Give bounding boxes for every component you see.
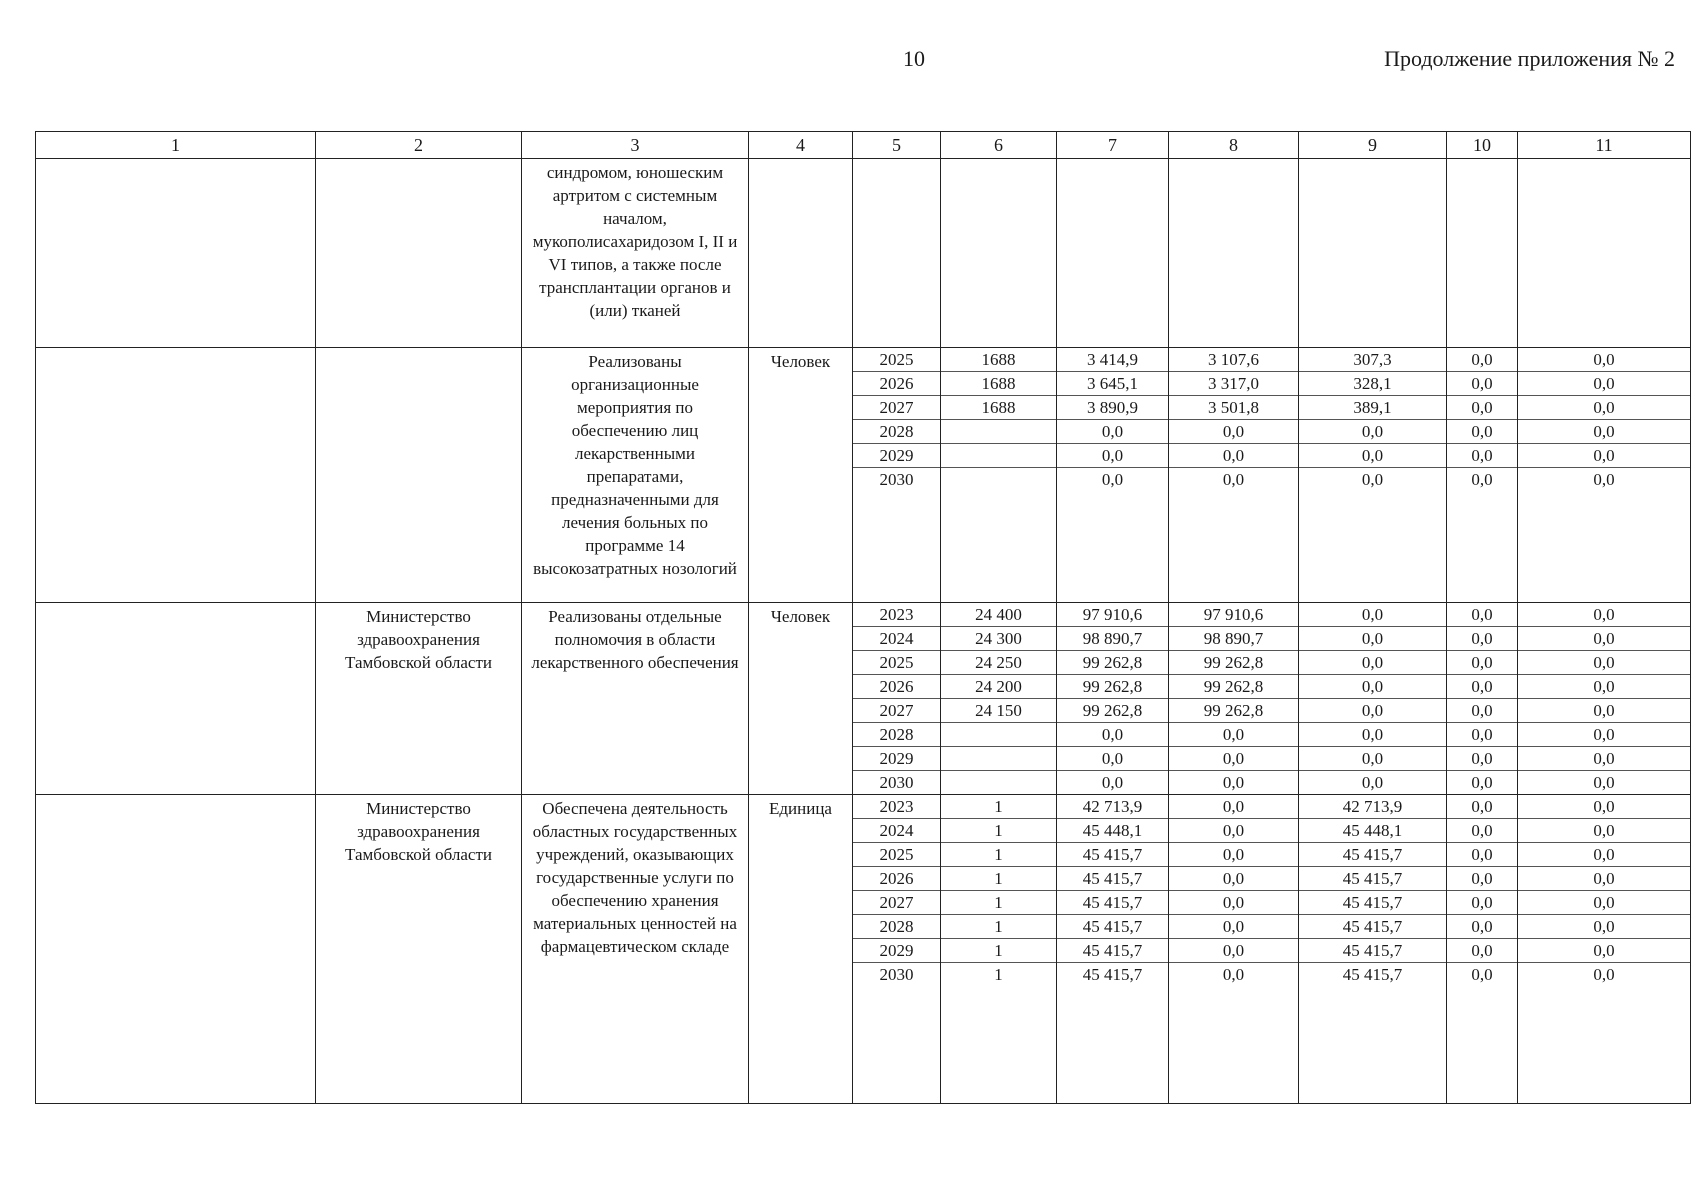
cell-value: 0,0 [1447, 627, 1517, 651]
cell-col8 [1169, 795, 1299, 1104]
cell-col9 [1299, 795, 1447, 1104]
column-header: 6 [941, 132, 1057, 159]
cell-value: 45 448,1 [1299, 819, 1446, 843]
column-header: 11 [1518, 132, 1691, 159]
cell-value: 0,0 [1447, 795, 1517, 819]
cell-value: 99 262,8 [1057, 699, 1168, 723]
cell-value: 3 645,1 [1057, 372, 1168, 396]
data-table [35, 131, 1691, 1104]
cell-value [941, 420, 1056, 444]
cell-value: 0,0 [1518, 603, 1690, 627]
cell-col8 [1169, 159, 1299, 348]
cell-col6 [941, 603, 1057, 795]
cell-value: 3 414,9 [1057, 348, 1168, 372]
cell-value: 1 [941, 819, 1056, 843]
cell-value: 0,0 [1299, 603, 1446, 627]
cell-value: 1 [941, 915, 1056, 939]
cell-value: 24 150 [941, 699, 1056, 723]
cell-value [941, 468, 1056, 491]
cell-value: 45 415,7 [1057, 891, 1168, 915]
cell-value: 0,0 [1299, 699, 1446, 723]
cell-col1 [36, 603, 316, 795]
cell-value: 0,0 [1101, 773, 1124, 792]
cell-value: 0,0 [1299, 723, 1446, 747]
cell-value: 98 890,7 [1169, 627, 1298, 651]
cell-col7 [1057, 795, 1169, 1104]
cell-col7 [1057, 348, 1169, 603]
cell-value: 0,0 [1447, 651, 1517, 675]
cell-value: 0,0 [1518, 420, 1690, 444]
year-value: 2026 [853, 372, 940, 396]
cell-value: 0,0 [1518, 699, 1690, 723]
cell-value: 0,0 [1447, 444, 1517, 468]
cell-value: 45 415,7 [1057, 939, 1168, 963]
cell-value: 0,0 [1361, 470, 1384, 489]
column-header: 4 [749, 132, 853, 159]
year-value: 2026 [853, 867, 940, 891]
cell-value: 0,0 [1518, 915, 1690, 939]
cell-col2 [316, 348, 522, 603]
cell-value: 0,0 [1518, 891, 1690, 915]
cell-value: 0,0 [1471, 965, 1493, 984]
cell-value [941, 444, 1056, 468]
cell-col10 [1447, 603, 1518, 795]
cell-value: 0,0 [1518, 372, 1690, 396]
continuation-label: Продолжение приложения № 2 [1384, 46, 1675, 71]
cell-value: 0,0 [1518, 867, 1690, 891]
cell-years [853, 348, 941, 603]
cell-value: 45 448,1 [1057, 819, 1168, 843]
year-value: 2023 [853, 603, 940, 627]
cell-value: 0,0 [1518, 651, 1690, 675]
cell-col2: Министерство здравоохранения Тамбовской области [316, 603, 522, 795]
column-header: 9 [1299, 132, 1447, 159]
year-value: 2030 [879, 470, 914, 489]
cell-value: 0,0 [1518, 627, 1690, 651]
cell-value: 0,0 [1169, 843, 1298, 867]
column-header: 2 [316, 132, 522, 159]
cell-value: 24 300 [941, 627, 1056, 651]
cell-col6 [941, 159, 1057, 348]
cell-value: 0,0 [1518, 819, 1690, 843]
cell-value: 0,0 [1518, 747, 1690, 771]
cell-value: 0,0 [1101, 470, 1124, 489]
cell-value [941, 771, 1056, 794]
cell-col9 [1299, 348, 1447, 603]
year-value: 2025 [853, 843, 940, 867]
table-row [36, 795, 1691, 1104]
cell-value: 1 [941, 939, 1056, 963]
cell-value: 45 415,7 [1299, 891, 1446, 915]
cell-value: 0,0 [1593, 965, 1615, 984]
cell-value: 0,0 [1169, 723, 1298, 747]
table-header-row [36, 132, 1691, 159]
cell-value: 0,0 [1057, 420, 1168, 444]
cell-value: 0,0 [1518, 939, 1690, 963]
cell-value: 0,0 [1518, 444, 1690, 468]
cell-years [853, 795, 941, 1104]
cell-col2: Министерство здравоохранения Тамбовской области [316, 795, 522, 1104]
cell-col1 [36, 348, 316, 603]
cell-col2 [316, 159, 522, 348]
cell-value: 0,0 [1299, 420, 1446, 444]
cell-value: 1 [941, 891, 1056, 915]
cell-value: 0,0 [1169, 444, 1298, 468]
cell-value: 0,0 [1361, 773, 1384, 792]
cell-value: 45 415,7 [1057, 867, 1168, 891]
year-value: 2027 [853, 699, 940, 723]
cell-value: 0,0 [1447, 939, 1517, 963]
cell-value: 0,0 [1169, 795, 1298, 819]
cell-value: 97 910,6 [1169, 603, 1298, 627]
column-header: 5 [853, 132, 941, 159]
cell-value: 0,0 [1593, 470, 1615, 489]
cell-value: 307,3 [1299, 348, 1446, 372]
year-value: 2029 [853, 939, 940, 963]
cell-value [941, 723, 1056, 747]
cell-col4: Человек [749, 603, 853, 795]
cell-col7 [1057, 603, 1169, 795]
year-value: 2027 [853, 891, 940, 915]
cell-value: 0,0 [1447, 675, 1517, 699]
year-value: 2028 [853, 420, 940, 444]
cell-value: 0,0 [1447, 699, 1517, 723]
cell-value: 0,0 [1169, 891, 1298, 915]
year-value: 2027 [853, 396, 940, 420]
year-value: 2030 [879, 965, 914, 984]
cell-col4 [749, 159, 853, 348]
cell-value: 0,0 [1447, 891, 1517, 915]
year-value: 2028 [853, 723, 940, 747]
year-value: 2024 [853, 819, 940, 843]
cell-col6 [941, 348, 1057, 603]
cell-value: 0,0 [1169, 420, 1298, 444]
column-header: 7 [1057, 132, 1169, 159]
cell-value: 98 890,7 [1057, 627, 1168, 651]
cell-col10 [1447, 348, 1518, 603]
cell-value: 0,0 [1169, 915, 1298, 939]
cell-value: 3 107,6 [1169, 348, 1298, 372]
page-number: 10 [903, 46, 925, 71]
year-value: 2023 [853, 795, 940, 819]
cell-value: 0,0 [1518, 723, 1690, 747]
cell-value: 99 262,8 [1169, 675, 1298, 699]
cell-col6 [941, 795, 1057, 1104]
cell-value: 0,0 [1447, 747, 1517, 771]
cell-col11 [1518, 348, 1691, 603]
cell-value: 0,0 [1447, 819, 1517, 843]
cell-value: 0,0 [1299, 651, 1446, 675]
column-header: 1 [36, 132, 316, 159]
cell-col10 [1447, 795, 1518, 1104]
cell-value: 0,0 [1518, 675, 1690, 699]
year-value: 2025 [853, 651, 940, 675]
cell-value: 0,0 [1299, 444, 1446, 468]
cell-col8 [1169, 348, 1299, 603]
cell-value: 99 262,8 [1057, 651, 1168, 675]
cell-value: 0,0 [1169, 747, 1298, 771]
cell-value: 3 317,0 [1169, 372, 1298, 396]
cell-col8 [1169, 603, 1299, 795]
cell-col9 [1299, 603, 1447, 795]
cell-value: 0,0 [1447, 723, 1517, 747]
cell-col4: Единица [749, 795, 853, 1104]
cell-value: 0,0 [1169, 939, 1298, 963]
cell-value: 97 910,6 [1057, 603, 1168, 627]
cell-value: 0,0 [1447, 396, 1517, 420]
cell-value: 0,0 [1471, 773, 1493, 792]
cell-col11 [1518, 159, 1691, 348]
cell-col1 [36, 159, 316, 348]
year-value: 2026 [853, 675, 940, 699]
cell-value: 0,0 [1447, 915, 1517, 939]
cell-value: 0,0 [1057, 723, 1168, 747]
cell-value: 1 [941, 867, 1056, 891]
year-value: 2030 [879, 773, 914, 792]
table-row [36, 603, 1691, 795]
cell-value: 0,0 [1447, 603, 1517, 627]
cell-value: 0,0 [1471, 470, 1493, 489]
cell-value: 0,0 [1169, 819, 1298, 843]
year-value: 2028 [853, 915, 940, 939]
cell-value: 0,0 [1518, 348, 1690, 372]
cell-value: 45 415,7 [1057, 915, 1168, 939]
cell-col7 [1057, 159, 1169, 348]
cell-col1 [36, 795, 316, 1104]
cell-value: 0,0 [1299, 747, 1446, 771]
cell-value: 24 200 [941, 675, 1056, 699]
cell-value: 0,0 [1518, 795, 1690, 819]
cell-value: 24 400 [941, 603, 1056, 627]
table-row [36, 159, 1691, 348]
cell-value: 0,0 [1447, 867, 1517, 891]
cell-value: 3 890,9 [1057, 396, 1168, 420]
cell-value: 1 [941, 795, 1056, 819]
cell-value: 45 415,7 [1299, 867, 1446, 891]
cell-value: 0,0 [1057, 444, 1168, 468]
cell-col10 [1447, 159, 1518, 348]
table-row [36, 348, 1691, 603]
cell-value: 45 415,7 [1299, 843, 1446, 867]
cell-value: 0,0 [1299, 675, 1446, 699]
cell-col4: Человек [749, 348, 853, 603]
cell-value: 1688 [941, 372, 1056, 396]
cell-value: 0,0 [1518, 396, 1690, 420]
cell-value: 1688 [941, 348, 1056, 372]
cell-value: 45 415,7 [1342, 965, 1403, 984]
cell-years [853, 159, 941, 348]
cell-col9 [1299, 159, 1447, 348]
cell-value: 45 415,7 [1057, 843, 1168, 867]
cell-value: 1688 [941, 396, 1056, 420]
cell-value: 45 415,7 [1082, 965, 1143, 984]
cell-col3: Реализованы отдельные полномочия в области лекарственного обеспечения [522, 603, 749, 795]
column-header: 3 [522, 132, 749, 159]
cell-col3: синдромом, юношеским артритом с системным началом, мукополисахаридозом I, II и VI типов, а также после трансплантации органов и (или) тканей [522, 159, 749, 348]
column-header: 8 [1169, 132, 1299, 159]
cell-value: 0,0 [1447, 843, 1517, 867]
cell-value: 24 250 [941, 651, 1056, 675]
cell-value: 328,1 [1299, 372, 1446, 396]
cell-value: 0,0 [1057, 747, 1168, 771]
cell-value: 99 262,8 [1169, 699, 1298, 723]
cell-value: 42 713,9 [1057, 795, 1168, 819]
cell-value: 42 713,9 [1299, 795, 1446, 819]
cell-col11 [1518, 603, 1691, 795]
cell-value: 99 262,8 [1057, 675, 1168, 699]
cell-value: 99 262,8 [1169, 651, 1298, 675]
cell-value: 1 [941, 843, 1056, 867]
cell-value: 0,0 [1447, 372, 1517, 396]
cell-value [941, 747, 1056, 771]
cell-value: 0,0 [1593, 773, 1615, 792]
cell-value: 389,1 [1299, 396, 1446, 420]
year-value: 2029 [853, 444, 940, 468]
cell-value: 0,0 [1518, 843, 1690, 867]
cell-value: 3 501,8 [1169, 396, 1298, 420]
cell-value: 0,0 [1222, 965, 1245, 984]
column-header: 10 [1447, 132, 1518, 159]
cell-value: 45 415,7 [1299, 939, 1446, 963]
cell-value: 0,0 [1447, 420, 1517, 444]
cell-years [853, 603, 941, 795]
cell-value: 45 415,7 [1299, 915, 1446, 939]
cell-value: 0,0 [1299, 627, 1446, 651]
cell-value: 1 [994, 965, 1003, 984]
cell-col3: Обеспечена деятельность областных государственных учреждений, оказывающих государственные услуги по обеспечению хранения материальных ценностей на фармацевтическом складе [522, 795, 749, 1104]
cell-value: 0,0 [1169, 867, 1298, 891]
year-value: 2024 [853, 627, 940, 651]
cell-value: 0,0 [1222, 773, 1245, 792]
year-value: 2029 [853, 747, 940, 771]
year-value: 2025 [853, 348, 940, 372]
cell-value: 0,0 [1447, 348, 1517, 372]
cell-col3: Реализованы организационные мероприятия по обеспечению лиц лекарственными препаратами, предназначенными для лечения больных по программе 14 высокозатратных нозологий [522, 348, 749, 603]
cell-col11 [1518, 795, 1691, 1104]
cell-value: 0,0 [1222, 470, 1245, 489]
